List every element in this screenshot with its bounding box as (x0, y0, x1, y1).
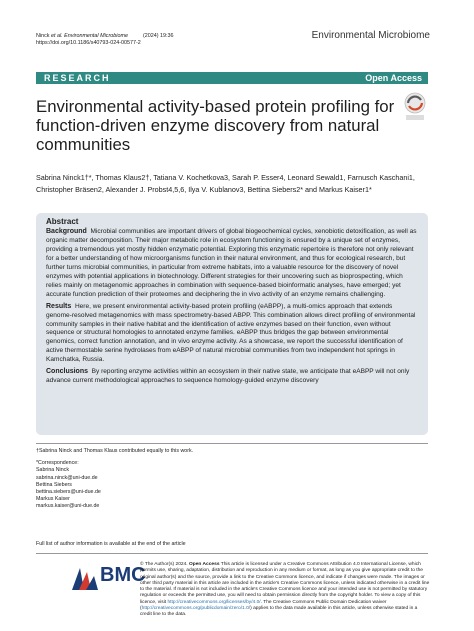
contact-email[interactable]: sabrina.ninck@uni-due.de (36, 474, 98, 481)
correspondence-label: *Correspondence: (36, 460, 79, 467)
citation-year: (2024) 19:36 (142, 33, 174, 39)
abstract-background (46, 228, 418, 300)
article-title: Environmental activity-based protein profiling for function-driven enzyme discovery from natural communities (36, 97, 395, 154)
contact-email[interactable]: markus.kaiser@uni-due.de (36, 503, 100, 510)
contact-email[interactable]: bettina.siebers@uni-due.de (36, 489, 101, 496)
dedication-text: . The Creative Commons Public Domain Dedication waiver ( (140, 599, 387, 612)
abstract-results (46, 303, 418, 366)
dedication-tail: ) applies to the data made available in this article, unless otherwise stated in a credit line to the data. (140, 606, 418, 618)
contact-line: Sabrina Ninck (36, 467, 69, 474)
citation-header (36, 33, 174, 47)
equal-contribution-note: †Sabrina Ninck and Thomas Klaus contributed equally to this work. (36, 448, 194, 454)
check-for-updates-icon[interactable] (403, 92, 427, 122)
dedication-link[interactable]: http://creativecommons.org/publicdomain/zero/1.0/ (141, 606, 251, 612)
abstract-heading: Abstract (46, 217, 79, 226)
contact-line: Bettina Siebers (36, 481, 72, 488)
results-label: Results (46, 302, 72, 310)
results-text: Here, we present environmental activity-based protein profiling (eABPP), a multi-omics approach that extends genome-resolved metagenomics with mass spectrometry-based ABPP. This combination allows direct profiling of environmental community samples in their native habitat and the identification of active enzymes based on their function, even without sequence or structural homologies to annotated enzyme families. eABPP thus bridges the gap between environmental genomics, correct function annotation, and in vivo enzyme activity. As a showcase, we report the successful identification of active thermostable serine hydrolases from eABPP of natural microbial communities from two independent hot springs in Kamchatka, Russia. (46, 302, 416, 364)
divider (36, 443, 428, 444)
journal-name: Environmental Microbiome (311, 30, 430, 41)
open-access-label: Open Access (365, 73, 422, 83)
license-link[interactable]: http://creativecommons.org/licenses/by/4.0/ (167, 599, 261, 605)
background-label: Background (46, 228, 87, 235)
abstract-box (36, 213, 428, 435)
citation-journal: et al. Environmental Microbiome (50, 33, 128, 39)
doi-link[interactable]: https://doi.org/10.1186/s40793-024-00577-2 (36, 40, 141, 46)
author-list: Sabrina Ninck1†*, Thomas Klaus2†, Tatiana V. Kochetkova3, Sarah P. Esser4, Leonard Sewald1, Farnusch Kaschani1, Christopher Bräsen2, Alexander J. Probst4,5,6, Ilya V. Kublanov3, Bettina Siebers2* and Markus Kaiser1* (36, 173, 415, 194)
abstract-conclusions (46, 368, 418, 386)
license-text (140, 562, 430, 619)
conclusions-text: By reporting enzyme activities within an ecosystem in their native state, we anticipate that eABPP will not only advance current methodological approaches to sequence homology-guided enzyme discovery (46, 368, 410, 385)
section-banner (36, 72, 428, 84)
conclusions-label: Conclusions (46, 368, 89, 376)
contact-line: Markus Kaiser (36, 496, 70, 503)
citation-line-1 (36, 33, 174, 40)
background-text: Microbial communities are important drivers of global biogeochemical cycles, xenobiotic detoxification, as well as organic matter decomposition. Their major metabolic role in ecosystem functioning is ensured by a unique set of enzymes, providing a tremendous yet mostly hidden enzymatic potential. Exploring this enzymatic repertoire is therefore not only relevant for a better understanding of how microorganisms function in their natural environment, and thus for ecological research, but further turns microbial communities, in particular from extreme habitats, into a valuable resource for the discovery of novel enzymes with potential applications in biotechnology. Different strategies for their uncovering such as bioprospecting, which relies mainly on metagenomic approaches in combination with sequence-based bioinformatic analyses, have emerged; yet accurate function prediction of their proteomes and deciphering the in vivo activity of an enzyme remains challenging. (46, 228, 417, 298)
open-access-label: Open Access (189, 562, 220, 567)
author-notes (36, 448, 194, 511)
section-label: RESEARCH (44, 73, 111, 83)
copyright: © The Author(s) 2024. (140, 562, 188, 567)
divider (36, 553, 428, 554)
bmc-logo-text: BMC (100, 564, 146, 586)
citation-authors: Ninck (36, 33, 51, 39)
license-body: This article is licensed under a Creative Commons Attribution 4.0 International License, which permits use, sharing, adaptation, distribution and reproduction in any medium or format, as long as you give appropriate credit to the original author(s) and the source, provide a link to the Creative Commons licence, and indicate if changes were made. The images or other third party material in this article are included in the article's Creative Commons licence, unless indicated otherwise in a credit line to the material. If material is not included in the article's Creative Commons licence and your intended use is not permitted by statutory regulation or exceeds the permitted use, you will need to obtain permission directly from the copyright holder. To view a copy of this licence, visit (140, 562, 430, 605)
full-author-info-note: Full list of author information is available at the end of the article (36, 541, 186, 547)
